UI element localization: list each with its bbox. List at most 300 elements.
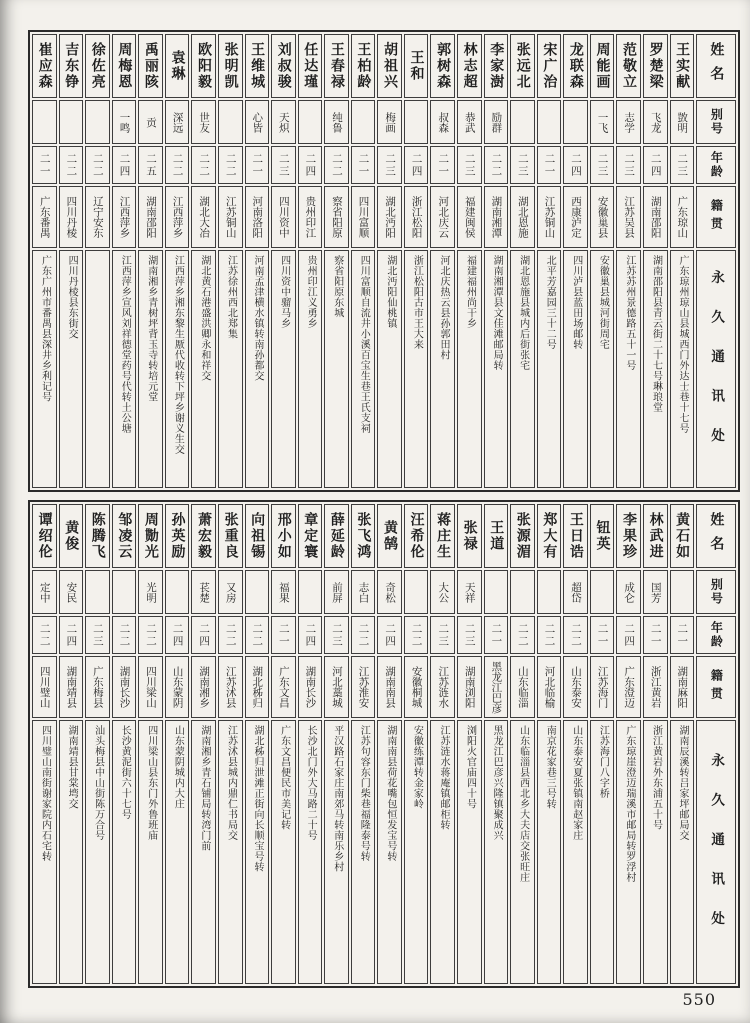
person-name: 王日诰 xyxy=(563,504,588,568)
person-name: 汪希伦 xyxy=(404,504,429,568)
person-address: 湖北沔阳仙桃镇 xyxy=(377,250,402,488)
person-address: 江西萍乡湘东黎生厫代收转下坪乡谢义生交 xyxy=(165,250,190,488)
person-alias: 励群 xyxy=(484,100,509,144)
person-age: 二三 xyxy=(510,146,535,184)
person-name: 黄石如 xyxy=(670,504,695,568)
person-native-place: 湖南长沙 xyxy=(298,656,323,718)
person-column xyxy=(324,504,349,984)
person-age: 二一 xyxy=(351,146,376,184)
person-address: 湖北恩施县城内后街张宅 xyxy=(510,250,535,488)
person-name: 萧宏毅 xyxy=(191,504,216,568)
person-column xyxy=(351,504,376,984)
person-name: 邹凌云 xyxy=(112,504,137,568)
header-alias: 别号 xyxy=(696,570,736,614)
person-age: 二二 xyxy=(218,616,243,654)
header-alias: 别号 xyxy=(696,100,736,144)
person-name: 张远北 xyxy=(510,34,535,98)
person-native-place: 湖北大冶 xyxy=(191,186,216,248)
person-native-place: 四川丹棱 xyxy=(59,186,84,248)
person-native-place: 江西萍乡 xyxy=(165,186,190,248)
person-age: 二二 xyxy=(191,146,216,184)
person-column xyxy=(112,504,137,984)
person-alias: 天炽 xyxy=(271,100,296,144)
person-native-place: 湖南南县 xyxy=(377,656,402,718)
person-name: 孙英励 xyxy=(165,504,190,568)
header-native-place: 籍贯 xyxy=(696,186,736,248)
person-address: 广东文昌便民市美记转 xyxy=(271,720,296,984)
person-age: 二三 xyxy=(430,616,455,654)
header-name: 姓名 xyxy=(696,504,736,568)
person-age: 二二 xyxy=(484,146,509,184)
person-column xyxy=(643,504,668,984)
person-alias xyxy=(32,100,57,144)
person-name: 黄俊 xyxy=(59,504,84,568)
person-alias: 贡 xyxy=(138,100,163,144)
person-native-place: 江苏铜山 xyxy=(218,186,243,248)
person-native-place: 河北藁城 xyxy=(324,656,349,718)
person-native-place: 湖南靖县 xyxy=(59,656,84,718)
person-native-place: 江西萍乡 xyxy=(112,186,137,248)
person-name: 郑大有 xyxy=(537,504,562,568)
header-native-place: 籍贯 xyxy=(696,656,736,718)
person-native-place: 湖南麻阳 xyxy=(670,656,695,718)
person-native-place: 浙江松阳 xyxy=(404,186,429,248)
person-age: 二三 xyxy=(271,146,296,184)
person-native-place: 湖南邵阳 xyxy=(138,186,163,248)
person-native-place: 湖北秭归 xyxy=(245,656,270,718)
person-column xyxy=(484,34,509,488)
person-name: 袁琳 xyxy=(165,34,190,98)
person-column xyxy=(457,34,482,488)
person-alias: 敳明 xyxy=(670,100,695,144)
person-native-place: 四川资中 xyxy=(271,186,296,248)
person-name: 黄鹄 xyxy=(377,504,402,568)
person-alias: 世友 xyxy=(191,100,216,144)
person-age: 二一 xyxy=(430,146,455,184)
person-name: 任达瑾 xyxy=(298,34,323,98)
person-age: 二二 xyxy=(218,146,243,184)
person-column xyxy=(298,504,323,984)
person-name: 张重良 xyxy=(218,504,243,568)
person-column xyxy=(271,504,296,984)
person-alias xyxy=(245,570,270,614)
person-name: 薛延龄 xyxy=(324,504,349,568)
person-native-place: 黑龙江巴彦 xyxy=(484,656,509,718)
person-column xyxy=(404,504,429,984)
person-column xyxy=(377,504,402,984)
person-alias xyxy=(112,570,137,614)
person-name: 蒋庄生 xyxy=(430,504,455,568)
person-name: 王和 xyxy=(404,34,429,98)
person-name: 钮英 xyxy=(590,504,615,568)
person-column xyxy=(32,504,57,984)
person-address: 四川梁山县东门外鲁班庙 xyxy=(138,720,163,984)
person-age: 二二 xyxy=(165,146,190,184)
person-name: 周能画 xyxy=(590,34,615,98)
person-alias: 飞龙 xyxy=(643,100,668,144)
person-alias: 叔森 xyxy=(430,100,455,144)
header-column xyxy=(696,34,736,488)
person-age: 二二 xyxy=(404,616,429,654)
person-alias xyxy=(165,570,190,614)
person-name: 龙联森 xyxy=(563,34,588,98)
person-address: 四川富顺自流井小溪百宝生巷王氏支祠 xyxy=(351,250,376,488)
person-native-place: 浙江黄岩 xyxy=(643,656,668,718)
person-address: 江苏苏州景德路五十一号 xyxy=(616,250,641,488)
person-age: 二二 xyxy=(112,616,137,654)
person-alias xyxy=(537,100,562,144)
person-address: 浙江黄岩外东浦五十号 xyxy=(643,720,668,984)
person-alias: 成仑 xyxy=(616,570,641,614)
person-address: 察省阳原东城 xyxy=(324,250,349,488)
person-alias xyxy=(537,570,562,614)
person-native-place: 山东泰安 xyxy=(563,656,588,718)
person-address: 广东广州市番禺县深井乡利记号 xyxy=(32,250,57,488)
person-alias xyxy=(298,570,323,614)
person-native-place: 广东文昌 xyxy=(271,656,296,718)
person-alias xyxy=(351,100,376,144)
person-name: 邢小如 xyxy=(271,504,296,568)
directory-table-bottom xyxy=(28,500,740,988)
person-name: 张禄 xyxy=(457,504,482,568)
person-alias xyxy=(484,570,509,614)
person-address: 江苏海门八字桥 xyxy=(590,720,615,984)
person-age: 二五 xyxy=(138,146,163,184)
person-age: 二一 xyxy=(670,616,695,654)
person-age: 二四 xyxy=(112,146,137,184)
person-age: 二二 xyxy=(537,616,562,654)
person-column xyxy=(484,504,509,984)
person-name: 禹丽陔 xyxy=(138,34,163,98)
person-address: 浙江松阳古市王大来 xyxy=(404,250,429,488)
person-alias: 恭武 xyxy=(457,100,482,144)
person-age: 二四 xyxy=(643,146,668,184)
person-age: 二四 xyxy=(404,146,429,184)
person-alias: 光明 xyxy=(138,570,163,614)
person-address: 江苏句容东门柴巷福隆泰号转 xyxy=(351,720,376,984)
header-address: 永久通讯处 xyxy=(696,250,736,488)
person-age: 二四 xyxy=(298,616,323,654)
person-native-place: 河北庆云 xyxy=(430,186,455,248)
header-name: 姓名 xyxy=(696,34,736,98)
person-native-place: 安徽桐城 xyxy=(404,656,429,718)
person-alias: 志学 xyxy=(616,100,641,144)
person-age: 二三 xyxy=(670,146,695,184)
person-age: 二四 xyxy=(165,616,190,654)
person-name: 向祖锡 xyxy=(245,504,270,568)
person-address: 四川资中骝马乡 xyxy=(271,250,296,488)
person-address: 四川泸县蓝田场邮转 xyxy=(563,250,588,488)
person-column xyxy=(191,34,216,488)
person-address: 湖南邵阳县青云街二十七号琳琅堂 xyxy=(643,250,668,488)
person-native-place: 四川梁山 xyxy=(138,656,163,718)
header-column xyxy=(696,504,736,984)
person-alias: 深远 xyxy=(165,100,190,144)
person-native-place: 广东琼山 xyxy=(670,186,695,248)
person-alias xyxy=(563,100,588,144)
person-native-place: 贵州印江 xyxy=(298,186,323,248)
person-address: 江苏沭县城内鼎仁书局交 xyxy=(218,720,243,984)
person-column xyxy=(138,504,163,984)
person-alias xyxy=(510,570,535,614)
person-alias: 定中 xyxy=(32,570,57,614)
person-name: 徐佐亮 xyxy=(85,34,110,98)
person-column xyxy=(537,504,562,984)
person-column xyxy=(59,34,84,488)
person-column xyxy=(351,34,376,488)
person-name: 张源湄 xyxy=(510,504,535,568)
person-age: 二四 xyxy=(616,616,641,654)
person-alias: 天祥 xyxy=(457,570,482,614)
person-address: 平汉路石家庄南郊马转南乐乡村 xyxy=(324,720,349,984)
person-column xyxy=(510,34,535,488)
person-name: 陈腾飞 xyxy=(85,504,110,568)
page-number: 550 xyxy=(682,990,716,1009)
person-column xyxy=(165,34,190,488)
person-native-place: 江苏淮安 xyxy=(351,656,376,718)
person-address: 山东临淄县西北乡大夫店交张旺庄 xyxy=(510,720,535,984)
person-native-place: 湖北沔阳 xyxy=(377,186,402,248)
person-age: 二一 xyxy=(643,616,668,654)
person-age: 二二 xyxy=(245,616,270,654)
person-address: 湖南南县荷花嘴包恒发宝号转 xyxy=(377,720,402,984)
person-column xyxy=(59,504,84,984)
person-name: 崔应森 xyxy=(32,34,57,98)
person-alias: 福果 xyxy=(271,570,296,614)
person-alias: 大公 xyxy=(430,570,455,614)
person-alias xyxy=(298,100,323,144)
person-age: 二三 xyxy=(457,146,482,184)
person-native-place: 江苏吴县 xyxy=(616,186,641,248)
person-column xyxy=(616,504,641,984)
person-age: 二一 xyxy=(590,616,615,654)
person-alias xyxy=(590,570,615,614)
person-address: 湖南湘乡青石铺局转湾门前 xyxy=(191,720,216,984)
person-native-place: 山东临淄 xyxy=(510,656,535,718)
person-alias: 梅画 xyxy=(377,100,402,144)
person-age: 二四 xyxy=(191,616,216,654)
person-native-place: 江苏沭县 xyxy=(218,656,243,718)
person-age: 二二 xyxy=(324,146,349,184)
person-alias xyxy=(404,100,429,144)
person-column xyxy=(138,34,163,488)
person-address: 长沙北门外大马路二十号 xyxy=(298,720,323,984)
person-column xyxy=(430,34,455,488)
person-age: 二三 xyxy=(590,146,615,184)
person-age: 二一 xyxy=(537,146,562,184)
person-address: 福建福州尚干乡 xyxy=(457,250,482,488)
person-name: 王柏龄 xyxy=(351,34,376,98)
person-name: 胡祖兴 xyxy=(377,34,402,98)
person-address: 湖南湘潭县文佳滩邮局转 xyxy=(484,250,509,488)
person-column xyxy=(218,34,243,488)
person-address: 湖北黄石港盛洪卿永和祥交 xyxy=(191,250,216,488)
person-address: 四川璧山南街谢家院内石宅转 xyxy=(32,720,57,984)
person-address: 河北庆热云县孙郭田村 xyxy=(430,250,455,488)
person-column xyxy=(563,504,588,984)
person-native-place: 广东番禺 xyxy=(32,186,57,248)
person-alias: 国芳 xyxy=(643,570,668,614)
person-name: 王道 xyxy=(484,504,509,568)
person-name: 郭树森 xyxy=(430,34,455,98)
person-name: 欧阳毅 xyxy=(191,34,216,98)
person-native-place: 辽宁安东 xyxy=(85,186,110,248)
person-address: 四川丹棱县东街交 xyxy=(59,250,84,488)
person-alias: 前屏 xyxy=(324,570,349,614)
person-age: 二一 xyxy=(271,616,296,654)
person-column xyxy=(32,34,57,488)
person-native-place: 湖北恩施 xyxy=(510,186,535,248)
person-age: 二四 xyxy=(59,616,84,654)
person-alias xyxy=(85,570,110,614)
person-column xyxy=(245,34,270,488)
person-native-place: 江苏海门 xyxy=(590,656,615,718)
person-address xyxy=(85,250,110,488)
person-address: 湖南靖县甘棠塆交 xyxy=(59,720,84,984)
person-age: 二二 xyxy=(138,616,163,654)
person-alias: 又房 xyxy=(218,570,243,614)
person-column xyxy=(245,504,270,984)
person-native-place: 湖南浏阳 xyxy=(457,656,482,718)
person-address: 汕头梅县中山街陈万合号 xyxy=(85,720,110,984)
person-age: 二三 xyxy=(616,146,641,184)
person-name: 吉东铮 xyxy=(59,34,84,98)
person-address: 山东泰安夏张镇南赵家庄 xyxy=(563,720,588,984)
person-name: 谭绍伦 xyxy=(32,504,57,568)
person-name: 宋广治 xyxy=(537,34,562,98)
person-age: 二一 xyxy=(32,146,57,184)
person-name: 章定寰 xyxy=(298,504,323,568)
person-alias xyxy=(404,570,429,614)
person-name: 刘叔骏 xyxy=(271,34,296,98)
person-name: 王实献 xyxy=(670,34,695,98)
person-address: 江苏徐州西北郑集 xyxy=(218,250,243,488)
person-column xyxy=(670,504,695,984)
person-column xyxy=(457,504,482,984)
person-age: 二二 xyxy=(563,616,588,654)
person-native-place: 河北临榆 xyxy=(537,656,562,718)
person-column xyxy=(616,34,641,488)
person-alias: 一鸣 xyxy=(112,100,137,144)
person-age: 二三 xyxy=(85,616,110,654)
person-alias xyxy=(85,100,110,144)
person-name: 林志超 xyxy=(457,34,482,98)
person-column xyxy=(643,34,668,488)
person-native-place: 湖南长沙 xyxy=(112,656,137,718)
person-native-place: 福建闽侯 xyxy=(457,186,482,248)
person-column xyxy=(537,34,562,488)
person-age: 二四 xyxy=(563,146,588,184)
person-name: 罗楚梁 xyxy=(643,34,668,98)
person-age: 二二 xyxy=(351,616,376,654)
person-name: 周勚光 xyxy=(138,504,163,568)
person-age: 二二 xyxy=(85,146,110,184)
person-age: 二二 xyxy=(59,146,84,184)
person-alias: 一飞 xyxy=(590,100,615,144)
header-age: 年龄 xyxy=(696,616,736,654)
person-column xyxy=(590,504,615,984)
person-native-place: 湖南湘潭 xyxy=(484,186,509,248)
person-age: 二四 xyxy=(298,146,323,184)
person-address: 广东琼州琼山县城西门外达士巷十七号 xyxy=(670,250,695,488)
person-native-place: 湖南湘乡 xyxy=(191,656,216,718)
person-name: 林武进 xyxy=(643,504,668,568)
person-name: 李家澍 xyxy=(484,34,509,98)
person-address: 长沙黄泥街六十七号 xyxy=(112,720,137,984)
person-name: 王春禄 xyxy=(324,34,349,98)
person-alias xyxy=(218,100,243,144)
person-name: 王维城 xyxy=(245,34,270,98)
person-column xyxy=(590,34,615,488)
person-alias xyxy=(670,570,695,614)
person-address: 浏阳火官庙四十号 xyxy=(457,720,482,984)
person-alias: 心皆 xyxy=(245,100,270,144)
person-native-place: 山东蒙阴 xyxy=(165,656,190,718)
person-native-place: 西康泸定 xyxy=(563,186,588,248)
person-name: 范敬立 xyxy=(616,34,641,98)
person-alias: 安民 xyxy=(59,570,84,614)
person-alias: 纯鲁 xyxy=(324,100,349,144)
person-age: 二三 xyxy=(457,616,482,654)
person-native-place: 河南洛阳 xyxy=(245,186,270,248)
person-alias xyxy=(510,100,535,144)
directory-table-top xyxy=(28,30,740,492)
person-column xyxy=(510,504,535,984)
person-native-place: 江苏铜山 xyxy=(537,186,562,248)
person-column xyxy=(85,504,110,984)
person-column xyxy=(298,34,323,488)
person-column xyxy=(324,34,349,488)
person-age: 二一 xyxy=(245,146,270,184)
person-column xyxy=(563,34,588,488)
person-column xyxy=(271,34,296,488)
person-name: 张明凯 xyxy=(218,34,243,98)
person-address: 贵州印江义勇乡 xyxy=(298,250,323,488)
person-native-place: 四川璧山 xyxy=(32,656,57,718)
header-address: 永久通讯处 xyxy=(696,720,736,984)
person-column xyxy=(85,34,110,488)
person-alias xyxy=(59,100,84,144)
person-column xyxy=(218,504,243,984)
person-column xyxy=(430,504,455,984)
person-native-place: 察省阳原 xyxy=(324,186,349,248)
person-name: 张飞鸿 xyxy=(351,504,376,568)
person-address: 广东琼崖澄迈瑞溪市邮局转罗浮村 xyxy=(616,720,641,984)
person-age: 二二 xyxy=(510,616,535,654)
person-address: 北平芳嘉园三十二号 xyxy=(537,250,562,488)
person-address: 江苏涟水蒋庵镇邮柜转 xyxy=(430,720,455,984)
person-age: 二三 xyxy=(324,616,349,654)
person-address: 山东蒙阴城内大庄 xyxy=(165,720,190,984)
person-address: 南京花家巷三号转 xyxy=(537,720,562,984)
person-age: 二一 xyxy=(484,616,509,654)
person-alias: 超岱 xyxy=(563,570,588,614)
person-address: 江西萍乡宣风刘祥德堂药号代转土公塘 xyxy=(112,250,137,488)
person-address: 河南孟津横水镇转南孙都交 xyxy=(245,250,270,488)
person-column xyxy=(377,34,402,488)
person-name: 李果珍 xyxy=(616,504,641,568)
person-column xyxy=(191,504,216,984)
person-age: 二三 xyxy=(377,146,402,184)
person-native-place: 四川富顺 xyxy=(351,186,376,248)
person-name: 周梅恩 xyxy=(112,34,137,98)
person-column xyxy=(670,34,695,488)
person-column xyxy=(165,504,190,984)
person-address: 安徽巢县城河街周宅 xyxy=(590,250,615,488)
person-native-place: 湖南邵阳 xyxy=(643,186,668,248)
person-native-place: 江苏涟水 xyxy=(430,656,455,718)
person-alias: 苌楚 xyxy=(191,570,216,614)
